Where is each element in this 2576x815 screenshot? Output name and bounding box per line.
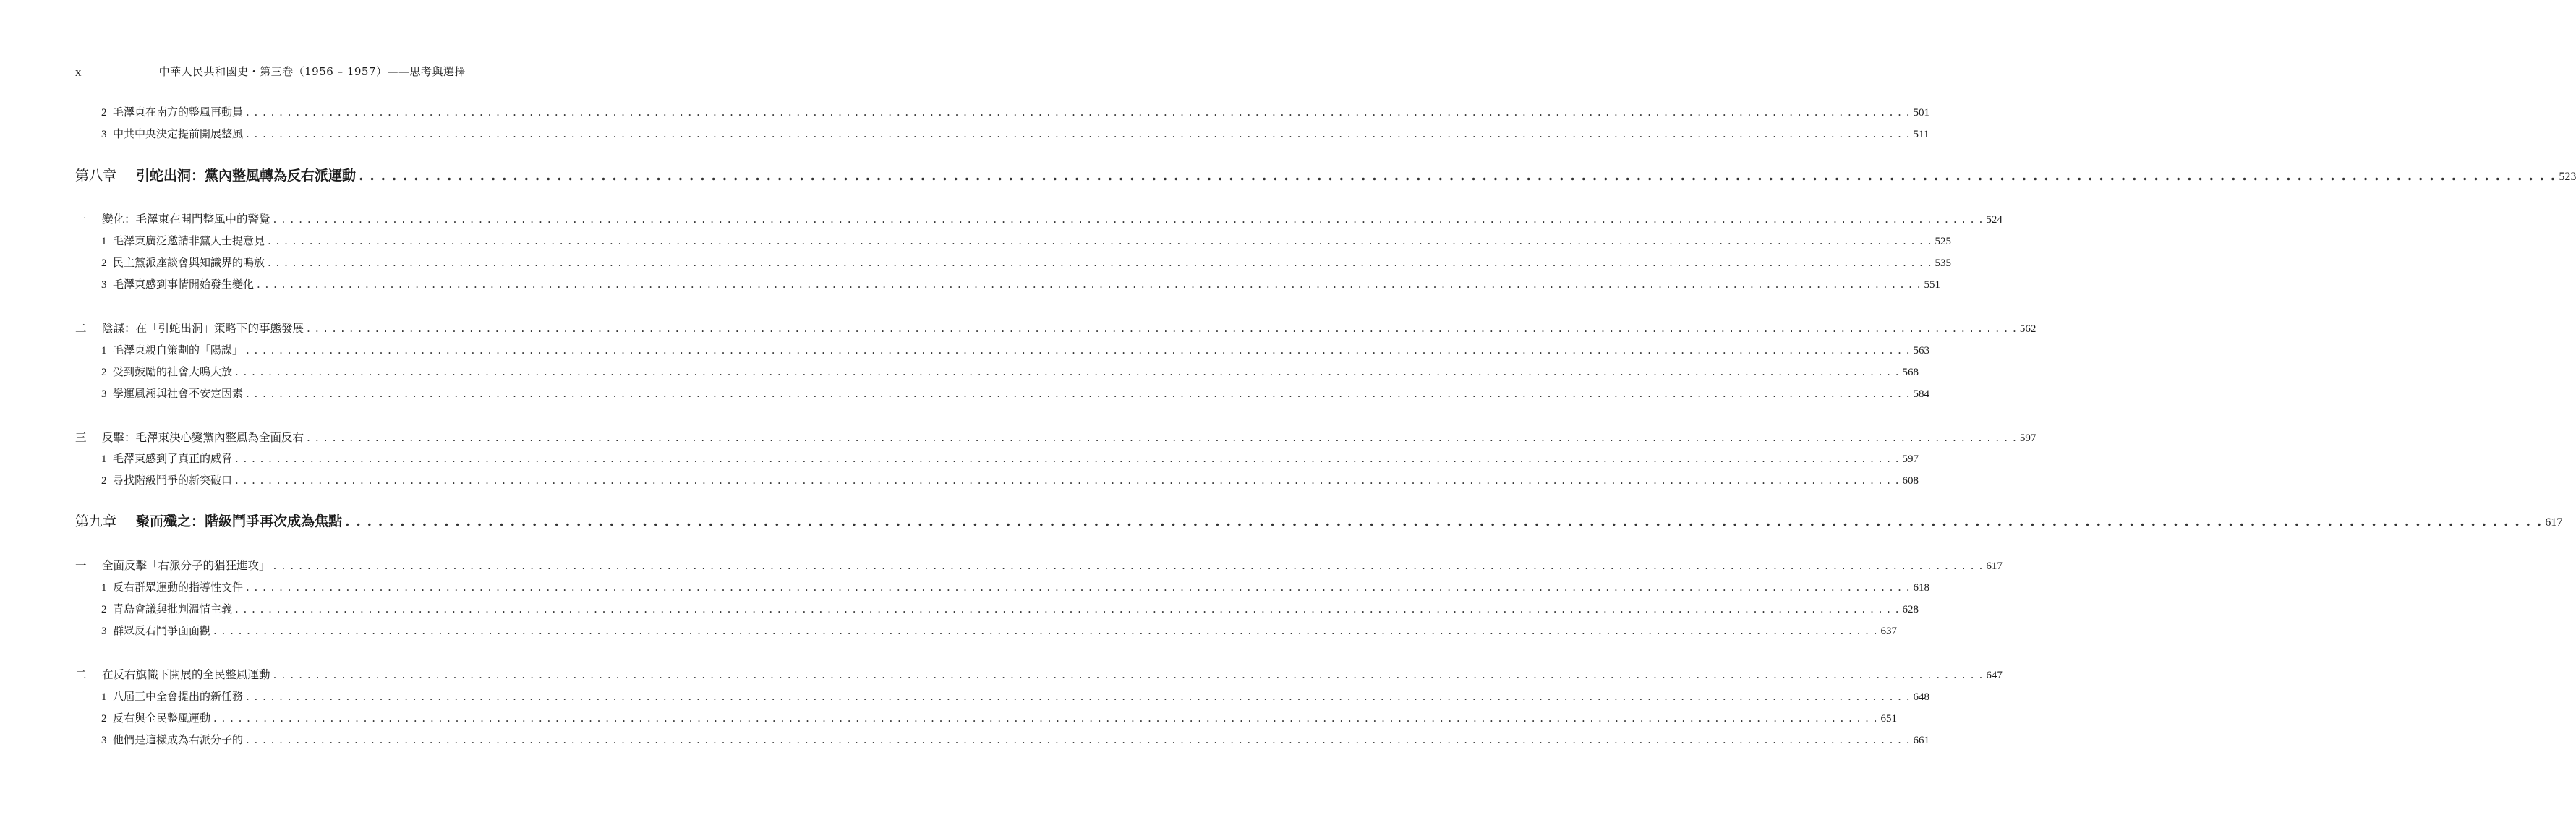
toc-entry-label: [101, 472, 232, 487]
toc-entry-label: [75, 165, 356, 184]
toc-page-number: 637: [1880, 626, 1897, 637]
toc-page-number: 525: [1935, 236, 1951, 247]
toc-page-number: 511: [1913, 129, 1929, 140]
dot-leader: . . . . . . . . . . . . . . . . . . . . . . . . . . . . . . . . . . . . . . . . . . . . . . . . . . . . . . . . . . . . . . . . . . . . . . . . . . . . . . . . . . . . . . . . . . . . . . . . . . . . . . . . . . . . . . . . . . . . . . . . . . . . . . . . . . . . . . . . . . . . . . . . . . . . . . . . . . . . . . . . . . . . . . . . . . . . . . . . . . . . . . . . . . . . . . . . . . . . . . . .: [273, 668, 1984, 681]
toc-page-number: 651: [1880, 713, 1897, 725]
dot-leader: . . . . . . . . . . . . . . . . . . . . . . . . . . . . . . . . . . . . . . . . . . . . . . . . . . . . . . . . . . . . . . . . . . . . . . . . . . . . . . . . . . . . . . . . . . . . . . . . . . . . . . . . . . . . . . . . . . . . . . . . . . . . . . . . . . . . . . . . . . . . . . . . . . . . . . . . . . . . . . . . . . . . . . . . . . . . . . . . . . . . . . . . . . . . . . . . . . . . . . . .: [213, 624, 1878, 637]
toc-page-number: 617: [2545, 516, 2563, 529]
toc-entry-number: 2: [101, 475, 107, 487]
toc-subsection[interactable]: [101, 233, 1951, 252]
toc-entry-title: 他們是這樣成為右派分子的: [113, 733, 244, 746]
toc-entry-label: [75, 511, 342, 530]
toc-entry-number: 1: [101, 453, 107, 465]
toc-entry-label: [101, 579, 243, 594]
toc-entry-title: 群眾反右鬥爭面面觀: [113, 624, 211, 637]
toc-entry-label: [101, 732, 243, 747]
toc-subsection[interactable]: [101, 623, 1897, 641]
dot-leader: . . . . . . . . . . . . . . . . . . . . . . . . . . . . . . . . . . . . . . . . . . . . . . . . . . . . . . . . . . . . . . . . . . . . . . . . . . . . . . . . . . . . . . . . . . . . . . . . . . . . . . . . . . . . . . . . . . . . . . . . . . . . . . . . . . . . . . . . . . . . . . . . . . . . . . . . . . . . . . . . . . . . . . . . . . . . . . . . . . . . . . . . . . . . . . . . . . . . . . . .: [246, 733, 1911, 746]
toc-entry-label: [75, 557, 270, 573]
toc-entry-title: 全面反擊「右派分子的猖狂進攻」: [102, 559, 270, 572]
toc-section[interactable]: [75, 557, 2003, 576]
toc-entry-label: [101, 342, 243, 357]
toc-entry-number: 2: [101, 257, 107, 269]
toc-entry-title: 毛澤東感到事情開始發生變化: [113, 278, 255, 291]
toc-page-number: 617: [1986, 560, 2003, 572]
toc-subsection[interactable]: [101, 710, 1897, 729]
toc-subsection[interactable]: [101, 732, 1929, 751]
toc-entry-title: 學運風潮與社會不安定因素: [113, 387, 244, 400]
toc-entry-title: 尋找階級鬥爭的新突破口: [113, 474, 233, 487]
toc-subsection[interactable]: [101, 579, 1929, 598]
toc-entry-number: 一: [75, 213, 87, 226]
dot-leader: . . . . . . . . . . . . . . . . . . . . . . . . . . . . . . . . . . . . . . . . . . . . . . . . . . . . . . . . . . . . . . . . . . . . . . . . . . . . . . . . . . . . . . . . . . . . . . . . . . . . . . . . . . . . . . . . . . . . . . . . . . . . . . . . . . . . . . . . . . . . . . . . . . . . . . . . . . . . . . . . . . . . . . . . . . . . . . . . . . . . . . . . . . . . . . . . . . . . . . . .: [235, 602, 1900, 615]
toc-entry-label: [101, 233, 265, 248]
toc-page-number: 647: [1986, 670, 2003, 681]
dot-leader: . . . . . . . . . . . . . . . . . . . . . . . . . . . . . . . . . . . . . . . . . . . . . . . . . . . . . . . . . . . . . . . . . . . . . . . . . . . . . . . . . . . . . . . . . . . . . . . . . . . . . . . . . . . . . . . . . . . . . . . . . . . . . . . . . . . . . . . . . . . . . . . . . . . . . . . . . . . . . . . . . . . . . . . . . . . . . . . . . . . . . . . . . . . . . . . . . . . . . . . .: [268, 256, 1932, 269]
toc-entry-number: 三: [75, 431, 87, 444]
toc-entry-number: 2: [101, 713, 107, 725]
toc-page-number: 501: [1913, 107, 1929, 119]
page-number: x: [75, 65, 82, 79]
toc-entry-title: 陰謀：在「引蛇出洞」策略下的事態發展: [102, 322, 304, 335]
toc-entry-number: 2: [101, 107, 107, 119]
toc-entry-title: 受到鼓勵的社會大鳴大放: [113, 365, 233, 378]
toc-entry-number: 二: [75, 668, 87, 681]
toc-entry-label: [101, 255, 265, 270]
toc-entry-title: 毛澤東親自策劃的「陽謀」: [113, 344, 244, 357]
dot-leader: . . . . . . . . . . . . . . . . . . . . . . . . . . . . . . . . . . . . . . . . . . . . . . . . . . . . . . . . . . . . . . . . . . . . . . . . . . . . . . . . . . . . . . . . . . . . . . . . . . . . . . . . . . . . . . . . . . . . . . . . . . . . . . . . . . . . . . . . . . . . . . . . . . . . . . . . . . . . . . . . . . . . . . . . . . . . . . . . . . . . . . . . . . . . . . . . . . . . . . . .: [359, 168, 2556, 184]
toc-entry-label: [101, 276, 254, 291]
toc-page-number: 535: [1935, 257, 1951, 269]
toc-entry-label: [101, 126, 243, 141]
dot-leader: . . . . . . . . . . . . . . . . . . . . . . . . . . . . . . . . . . . . . . . . . . . . . . . . . . . . . . . . . . . . . . . . . . . . . . . . . . . . . . . . . . . . . . . . . . . . . . . . . . . . . . . . . . . . . . . . . . . . . . . . . . . . . . . . . . . . . . . . . . . . . . . . . . . . . . . . . . . . . . . . . . . . . . . . . . . . . . . . . . . . . . . . . . . . . . . . . . . . . . . .: [246, 106, 1911, 119]
toc-subsection[interactable]: [101, 472, 1919, 491]
dot-leader: . . . . . . . . . . . . . . . . . . . . . . . . . . . . . . . . . . . . . . . . . . . . . . . . . . . . . . . . . . . . . . . . . . . . . . . . . . . . . . . . . . . . . . . . . . . . . . . . . . . . . . . . . . . . . . . . . . . . . . . . . . . . . . . . . . . . . . . . . . . . . . . . . . . . . . . . . . . . . . . . . . . . . . . . . . . . . . . . . . . . . . . . . . . . . . . . . . . . . . . .: [246, 387, 1911, 400]
toc-entry-title: 毛澤東在南方的整風再動員: [113, 106, 244, 119]
toc-subsection[interactable]: [101, 126, 1929, 145]
toc-entry-title: 引蛇出洞：黨內整風轉為反右派運動: [136, 168, 357, 184]
toc-page-number: 551: [1924, 279, 1940, 291]
toc-subsection[interactable]: [101, 342, 1929, 361]
dot-leader: . . . . . . . . . . . . . . . . . . . . . . . . . . . . . . . . . . . . . . . . . . . . . . . . . . . . . . . . . . . . . . . . . . . . . . . . . . . . . . . . . . . . . . . . . . . . . . . . . . . . . . . . . . . . . . . . . . . . . . . . . . . . . . . . . . . . . . . . . . . . . . . . . . . . . . . . . . . . . . . . . . . . . . . . . . . . . . . . . . . . . . . . . . . . . . . . . . . . . . . .: [345, 513, 2543, 529]
dot-leader: . . . . . . . . . . . . . . . . . . . . . . . . . . . . . . . . . . . . . . . . . . . . . . . . . . . . . . . . . . . . . . . . . . . . . . . . . . . . . . . . . . . . . . . . . . . . . . . . . . . . . . . . . . . . . . . . . . . . . . . . . . . . . . . . . . . . . . . . . . . . . . . . . . . . . . . . . . . . . . . . . . . . . . . . . . . . . . . . . . . . . . . . . . . . . . . . . . . . . . . .: [235, 365, 1900, 378]
toc-subsection[interactable]: [101, 451, 1919, 469]
toc-section[interactable]: [75, 320, 2037, 338]
toc-entry-number: 3: [101, 626, 107, 637]
toc-entry-label: [101, 104, 243, 119]
toc-entry-label: [75, 320, 304, 336]
toc-entry-number: 第九章: [75, 513, 117, 529]
toc-page-number: 568: [1902, 367, 1919, 378]
toc-entry-number: 一: [75, 559, 87, 572]
toc-page-number: 661: [1913, 735, 1929, 746]
toc-entry-label: [101, 451, 232, 466]
toc-page-number: 524: [1986, 214, 2003, 226]
toc-page-number: 608: [1902, 475, 1919, 487]
toc-section[interactable]: [75, 666, 2003, 685]
toc-entry-number: 3: [101, 388, 107, 400]
toc-entry-number: 二: [75, 322, 87, 335]
toc-entry-label: [101, 688, 243, 704]
toc-chapter[interactable]: [75, 165, 2576, 184]
toc-entry-label: [101, 623, 210, 638]
toc-subsection[interactable]: [101, 601, 1919, 620]
toc-page-number: 628: [1902, 604, 1919, 615]
dot-leader: . . . . . . . . . . . . . . . . . . . . . . . . . . . . . . . . . . . . . . . . . . . . . . . . . . . . . . . . . . . . . . . . . . . . . . . . . . . . . . . . . . . . . . . . . . . . . . . . . . . . . . . . . . . . . . . . . . . . . . . . . . . . . . . . . . . . . . . . . . . . . . . . . . . . . . . . . . . . . . . . . . . . . . . . . . . . . . . . . . . . . . . . . . . . . . . . . . . . . . . .: [257, 278, 1922, 291]
toc-page-number: 618: [1913, 582, 1929, 594]
toc-entry-label: [75, 429, 304, 445]
dot-leader: . . . . . . . . . . . . . . . . . . . . . . . . . . . . . . . . . . . . . . . . . . . . . . . . . . . . . . . . . . . . . . . . . . . . . . . . . . . . . . . . . . . . . . . . . . . . . . . . . . . . . . . . . . . . . . . . . . . . . . . . . . . . . . . . . . . . . . . . . . . . . . . . . . . . . . . . . . . . . . . . . . . . . . . . . . . . . . . . . . . . . . . . . . . . . . . . . . . . . . . .: [246, 127, 1911, 140]
toc-entry-label: [101, 710, 210, 725]
toc-entry-number: 3: [101, 735, 107, 746]
toc-entry-number: 2: [101, 604, 107, 615]
toc-subsection[interactable]: [101, 255, 1951, 273]
toc-entry-number: 1: [101, 691, 107, 703]
dot-leader: . . . . . . . . . . . . . . . . . . . . . . . . . . . . . . . . . . . . . . . . . . . . . . . . . . . . . . . . . . . . . . . . . . . . . . . . . . . . . . . . . . . . . . . . . . . . . . . . . . . . . . . . . . . . . . . . . . . . . . . . . . . . . . . . . . . . . . . . . . . . . . . . . . . . . . . . . . . . . . . . . . . . . . . . . . . . . . . . . . . . . . . . . . . . . . . . . . . . . . . .: [246, 344, 1911, 357]
toc-page-number: 523: [2559, 171, 2576, 183]
toc-entry-title: 中共中央決定提前開展整風: [113, 127, 244, 140]
toc-section[interactable]: [75, 210, 2003, 229]
toc-subsection[interactable]: [101, 364, 1919, 383]
toc-entry-title: 反右與全民整風運動: [113, 712, 211, 725]
dot-leader: . . . . . . . . . . . . . . . . . . . . . . . . . . . . . . . . . . . . . . . . . . . . . . . . . . . . . . . . . . . . . . . . . . . . . . . . . . . . . . . . . . . . . . . . . . . . . . . . . . . . . . . . . . . . . . . . . . . . . . . . . . . . . . . . . . . . . . . . . . . . . . . . . . . . . . . . . . . . . . . . . . . . . . . . . . . . . . . . . . . . . . . . . . . . . . . . . . . . . . . .: [246, 690, 1911, 703]
toc-entry-title: 毛澤東感到了真正的威脅: [113, 452, 233, 465]
toc-subsection[interactable]: [101, 385, 1929, 404]
toc-entry-label: [101, 385, 243, 401]
toc-entry-title: 反右群眾運動的指導性文件: [113, 581, 244, 594]
toc-entry-title: 在反右旗幟下開展的全民整風運動: [102, 668, 270, 681]
toc-entry-title: 變化：毛澤東在開門整風中的警覺: [102, 213, 270, 226]
toc-subsection[interactable]: [101, 688, 1929, 707]
toc-page-number: 597: [2019, 432, 2037, 444]
toc-subsection[interactable]: [101, 104, 1929, 123]
dot-leader: . . . . . . . . . . . . . . . . . . . . . . . . . . . . . . . . . . . . . . . . . . . . . . . . . . . . . . . . . . . . . . . . . . . . . . . . . . . . . . . . . . . . . . . . . . . . . . . . . . . . . . . . . . . . . . . . . . . . . . . . . . . . . . . . . . . . . . . . . . . . . . . . . . . . . . . . . . . . . . . . . . . . . . . . . . . . . . . . . . . . . . . . . . . . . . . . . . . . . . . .: [307, 322, 2017, 335]
toc-entry-label: [101, 601, 232, 616]
toc-entry-title: 毛澤東廣泛邀請非黨人士提意見: [113, 234, 265, 247]
dot-leader: . . . . . . . . . . . . . . . . . . . . . . . . . . . . . . . . . . . . . . . . . . . . . . . . . . . . . . . . . . . . . . . . . . . . . . . . . . . . . . . . . . . . . . . . . . . . . . . . . . . . . . . . . . . . . . . . . . . . . . . . . . . . . . . . . . . . . . . . . . . . . . . . . . . . . . . . . . . . . . . . . . . . . . . . . . . . . . . . . . . . . . . . . . . . . . . . . . . . . . . .: [273, 213, 1984, 226]
toc-entry-number: 1: [101, 236, 107, 247]
toc-entry-number: 第八章: [75, 168, 117, 184]
toc-entry-number: 1: [101, 582, 107, 594]
toc-page-number: 597: [1902, 453, 1919, 465]
toc-page-number: 563: [1913, 345, 1929, 357]
toc-entry-number: 2: [101, 367, 107, 378]
toc-entry-title: 民主黨派座談會與知識界的鳴放: [113, 256, 265, 269]
toc-entry-title: 青島會議與批判溫情主義: [113, 602, 233, 615]
toc-entry-label: [101, 364, 232, 379]
running-title: 中華人民共和國史・第三卷（1956 – 1957）——思考與選擇: [158, 65, 466, 78]
dot-leader: . . . . . . . . . . . . . . . . . . . . . . . . . . . . . . . . . . . . . . . . . . . . . . . . . . . . . . . . . . . . . . . . . . . . . . . . . . . . . . . . . . . . . . . . . . . . . . . . . . . . . . . . . . . . . . . . . . . . . . . . . . . . . . . . . . . . . . . . . . . . . . . . . . . . . . . . . . . . . . . . . . . . . . . . . . . . . . . . . . . . . . . . . . . . . . . . . . . . . . . .: [235, 452, 1900, 465]
toc-chapter[interactable]: [75, 511, 2563, 529]
toc-entry-number: 1: [101, 345, 107, 357]
dot-leader: . . . . . . . . . . . . . . . . . . . . . . . . . . . . . . . . . . . . . . . . . . . . . . . . . . . . . . . . . . . . . . . . . . . . . . . . . . . . . . . . . . . . . . . . . . . . . . . . . . . . . . . . . . . . . . . . . . . . . . . . . . . . . . . . . . . . . . . . . . . . . . . . . . . . . . . . . . . . . . . . . . . . . . . . . . . . . . . . . . . . . . . . . . . . . . . . . . . . . . . .: [246, 581, 1911, 594]
toc-entry-title: 八屆三中全會提出的新任務: [113, 690, 244, 703]
dot-leader: . . . . . . . . . . . . . . . . . . . . . . . . . . . . . . . . . . . . . . . . . . . . . . . . . . . . . . . . . . . . . . . . . . . . . . . . . . . . . . . . . . . . . . . . . . . . . . . . . . . . . . . . . . . . . . . . . . . . . . . . . . . . . . . . . . . . . . . . . . . . . . . . . . . . . . . . . . . . . . . . . . . . . . . . . . . . . . . . . . . . . . . . . . . . . . . . . . . . . . . .: [307, 431, 2017, 444]
dot-leader: . . . . . . . . . . . . . . . . . . . . . . . . . . . . . . . . . . . . . . . . . . . . . . . . . . . . . . . . . . . . . . . . . . . . . . . . . . . . . . . . . . . . . . . . . . . . . . . . . . . . . . . . . . . . . . . . . . . . . . . . . . . . . . . . . . . . . . . . . . . . . . . . . . . . . . . . . . . . . . . . . . . . . . . . . . . . . . . . . . . . . . . . . . . . . . . . . . . . . . . .: [213, 712, 1878, 725]
dot-leader: . . . . . . . . . . . . . . . . . . . . . . . . . . . . . . . . . . . . . . . . . . . . . . . . . . . . . . . . . . . . . . . . . . . . . . . . . . . . . . . . . . . . . . . . . . . . . . . . . . . . . . . . . . . . . . . . . . . . . . . . . . . . . . . . . . . . . . . . . . . . . . . . . . . . . . . . . . . . . . . . . . . . . . . . . . . . . . . . . . . . . . . . . . . . . . . . . . . . . . . .: [268, 234, 1932, 247]
toc-entry-label: [75, 666, 270, 682]
toc-entry-title: 反擊：毛澤東決心變黨內整風為全面反右: [102, 431, 304, 444]
toc-page-number: 562: [2019, 323, 2037, 335]
running-header: [0, 64, 541, 82]
toc-entry-number: 3: [101, 279, 107, 291]
dot-leader: . . . . . . . . . . . . . . . . . . . . . . . . . . . . . . . . . . . . . . . . . . . . . . . . . . . . . . . . . . . . . . . . . . . . . . . . . . . . . . . . . . . . . . . . . . . . . . . . . . . . . . . . . . . . . . . . . . . . . . . . . . . . . . . . . . . . . . . . . . . . . . . . . . . . . . . . . . . . . . . . . . . . . . . . . . . . . . . . . . . . . . . . . . . . . . . . . . . . . . . .: [235, 474, 1900, 487]
dot-leader: . . . . . . . . . . . . . . . . . . . . . . . . . . . . . . . . . . . . . . . . . . . . . . . . . . . . . . . . . . . . . . . . . . . . . . . . . . . . . . . . . . . . . . . . . . . . . . . . . . . . . . . . . . . . . . . . . . . . . . . . . . . . . . . . . . . . . . . . . . . . . . . . . . . . . . . . . . . . . . . . . . . . . . . . . . . . . . . . . . . . . . . . . . . . . . . . . . . . . . . .: [273, 559, 1984, 572]
toc-subsection[interactable]: [101, 276, 1940, 295]
toc-entry-label: [75, 210, 270, 226]
toc-section[interactable]: [75, 429, 2037, 448]
toc-page-number: 584: [1913, 388, 1929, 400]
toc-entry-title: 聚而殲之：階級鬥爭再次成為焦點: [136, 513, 343, 529]
toc-page-number: 648: [1913, 691, 1929, 703]
toc-entry-number: 3: [101, 129, 107, 140]
